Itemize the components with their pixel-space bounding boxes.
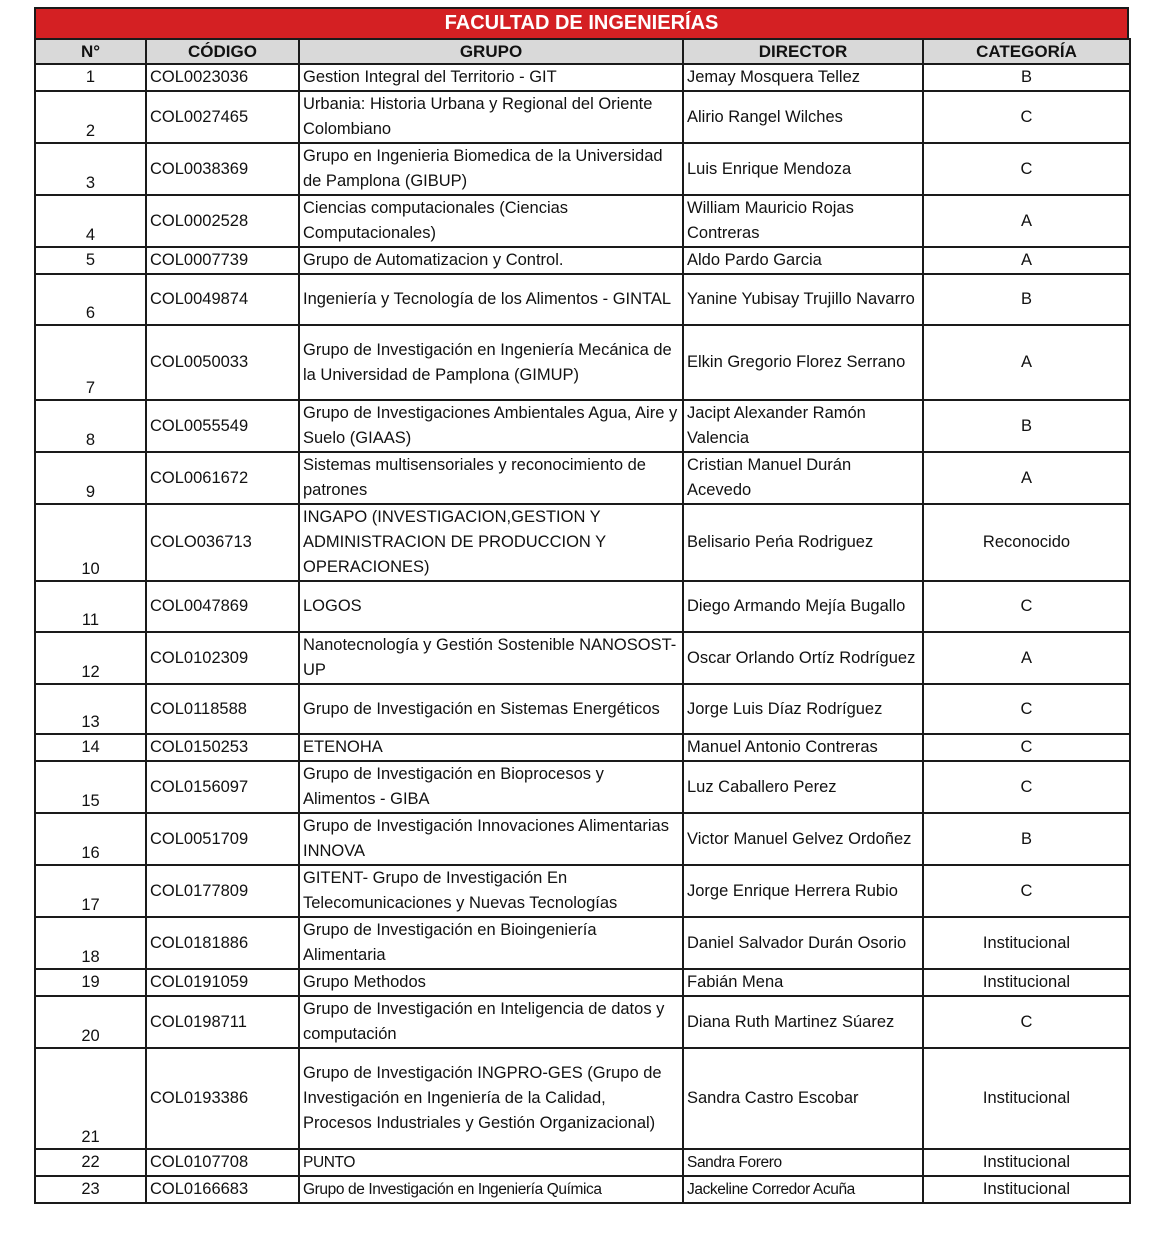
- cell-categoria: B: [923, 400, 1130, 452]
- cell-grupo: Nanotecnología y Gestión Sostenible NANOSOST-UP: [299, 632, 683, 684]
- cell-codigo: COL0038369: [146, 143, 299, 195]
- cell-codigo: COL0002528: [146, 195, 299, 247]
- cell-categoria: A: [923, 632, 1130, 684]
- cell-categoria: B: [923, 274, 1130, 325]
- cell-num: 12: [35, 632, 146, 684]
- table-row: [35, 969, 1130, 996]
- cell-director: Diana Ruth Martinez Súarez: [683, 996, 923, 1048]
- cell-codigo: COL0177809: [146, 865, 299, 917]
- table-row: [35, 400, 1130, 452]
- cell-categoria: Institucional: [923, 1176, 1130, 1203]
- cell-categoria: Institucional: [923, 917, 1130, 969]
- cell-codigo: COL0118588: [146, 684, 299, 734]
- cell-grupo: Grupo Methodos: [299, 969, 683, 996]
- header-row: [35, 39, 1130, 64]
- cell-num: 8: [35, 400, 146, 452]
- cell-codigo: COL0181886: [146, 917, 299, 969]
- cell-num: 13: [35, 684, 146, 734]
- cell-codigo: COL0049874: [146, 274, 299, 325]
- cell-categoria: B: [923, 64, 1130, 91]
- table-row: [35, 195, 1130, 247]
- cell-codigo: COL0193386: [146, 1048, 299, 1149]
- cell-categoria: Reconocido: [923, 504, 1130, 581]
- cell-categoria: C: [923, 581, 1130, 632]
- cell-num: 9: [35, 452, 146, 504]
- table-row: [35, 325, 1130, 400]
- cell-director: Jorge Luis Díaz Rodríguez: [683, 684, 923, 734]
- cell-categoria: Institucional: [923, 1048, 1130, 1149]
- table-row: [35, 1149, 1130, 1176]
- research-groups-table: [34, 38, 1131, 1204]
- cell-codigo: COL0051709: [146, 813, 299, 865]
- cell-codigo: COL0055549: [146, 400, 299, 452]
- cell-num: 14: [35, 734, 146, 761]
- cell-codigo: COL0007739: [146, 247, 299, 274]
- cell-num: 20: [35, 996, 146, 1048]
- cell-grupo: Grupo de Investigación en Ingeniería Mecánica de la Universidad de Pamplona (GIMUP): [299, 325, 683, 400]
- table-row: [35, 452, 1130, 504]
- cell-categoria: A: [923, 325, 1130, 400]
- cell-categoria: C: [923, 761, 1130, 813]
- cell-num: 18: [35, 917, 146, 969]
- cell-director: Elkin Gregorio Florez Serrano: [683, 325, 923, 400]
- cell-director: Victor Manuel Gelvez Ordoñez: [683, 813, 923, 865]
- cell-num: 22: [35, 1149, 146, 1176]
- faculty-title: FACULTAD DE INGENIERÍAS: [34, 7, 1129, 38]
- cell-grupo: Grupo de Investigación en Inteligencia de datos y computación: [299, 996, 683, 1048]
- cell-categoria: C: [923, 865, 1130, 917]
- cell-codigo: COL0107708: [146, 1149, 299, 1176]
- table-row: [35, 581, 1130, 632]
- cell-grupo: Grupo de Investigación Innovaciones Alimentarias INNOVA: [299, 813, 683, 865]
- cell-grupo: PUNTO: [299, 1149, 683, 1176]
- cell-codigo: COL0156097: [146, 761, 299, 813]
- table-row: [35, 632, 1130, 684]
- cell-director: Jemay Mosquera Tellez: [683, 64, 923, 91]
- cell-grupo: Urbania: Historia Urbana y Regional del Oriente Colombiano: [299, 91, 683, 143]
- cell-categoria: A: [923, 195, 1130, 247]
- cell-director: Alirio Rangel Wilches: [683, 91, 923, 143]
- cell-codigo: COL0027465: [146, 91, 299, 143]
- cell-director: William Mauricio Rojas Contreras: [683, 195, 923, 247]
- cell-categoria: C: [923, 143, 1130, 195]
- table-row: [35, 684, 1130, 734]
- cell-categoria: Institucional: [923, 1149, 1130, 1176]
- cell-director: Oscar Orlando Ortíz Rodríguez: [683, 632, 923, 684]
- cell-num: 21: [35, 1048, 146, 1149]
- cell-director: Sandra Forero: [683, 1149, 923, 1176]
- cell-num: 16: [35, 813, 146, 865]
- table-row: [35, 64, 1130, 91]
- cell-grupo: Grupo de Investigación en Bioingeniería Alimentaria: [299, 917, 683, 969]
- cell-num: 2: [35, 91, 146, 143]
- cell-grupo: Grupo de Investigaciones Ambientales Agua, Aire y Suelo (GIAAS): [299, 400, 683, 452]
- cell-num: 4: [35, 195, 146, 247]
- table-row: [35, 247, 1130, 274]
- cell-director: Luis Enrique Mendoza: [683, 143, 923, 195]
- cell-codigo: COL0166683: [146, 1176, 299, 1203]
- cell-num: 11: [35, 581, 146, 632]
- cell-grupo: GITENT- Grupo de Investigación En Telecomunicaciones y Nuevas Tecnologías: [299, 865, 683, 917]
- cell-categoria: A: [923, 247, 1130, 274]
- table-row: [35, 996, 1130, 1048]
- cell-director: Belisario Peńa Rodriguez: [683, 504, 923, 581]
- cell-categoria: Institucional: [923, 969, 1130, 996]
- cell-grupo: INGAPO (INVESTIGACION,GESTION Y ADMINISTRACION DE PRODUCCION Y OPERACIONES): [299, 504, 683, 581]
- cell-categoria: C: [923, 734, 1130, 761]
- cell-categoria: A: [923, 452, 1130, 504]
- cell-grupo: Grupo de Automatizacion y Control.: [299, 247, 683, 274]
- cell-director: Sandra Castro Escobar: [683, 1048, 923, 1149]
- cell-num: 15: [35, 761, 146, 813]
- table-row: [35, 1176, 1130, 1203]
- cell-director: Luz Caballero Perez: [683, 761, 923, 813]
- cell-director: Daniel Salvador Durán Osorio: [683, 917, 923, 969]
- cell-codigo: COLO036713: [146, 504, 299, 581]
- cell-categoria: C: [923, 91, 1130, 143]
- cell-codigo: COL0050033: [146, 325, 299, 400]
- cell-grupo: Grupo de Investigación en Ingeniería Química: [299, 1176, 683, 1203]
- header-categoria: CATEGORÍA: [923, 39, 1130, 64]
- cell-director: Fabián Mena: [683, 969, 923, 996]
- groups-sheet: [34, 7, 1129, 1204]
- cell-director: Jackeline Corredor Acuña: [683, 1176, 923, 1203]
- cell-codigo: COL0150253: [146, 734, 299, 761]
- header-director: DIRECTOR: [683, 39, 923, 64]
- header-num: N°: [35, 39, 146, 64]
- table-row: [35, 91, 1130, 143]
- table-row: [35, 143, 1130, 195]
- cell-director: Aldo Pardo Garcia: [683, 247, 923, 274]
- cell-codigo: COL0061672: [146, 452, 299, 504]
- cell-codigo: COL0102309: [146, 632, 299, 684]
- cell-director: Manuel Antonio Contreras: [683, 734, 923, 761]
- cell-grupo: Sistemas multisensoriales y reconocimiento de patrones: [299, 452, 683, 504]
- cell-director: Cristian Manuel Durán Acevedo: [683, 452, 923, 504]
- cell-grupo: LOGOS: [299, 581, 683, 632]
- cell-codigo: COL0198711: [146, 996, 299, 1048]
- cell-director: Jacipt Alexander Ramón Valencia: [683, 400, 923, 452]
- cell-grupo: Ciencias computacionales (Ciencias Computacionales): [299, 195, 683, 247]
- cell-num: 19: [35, 969, 146, 996]
- cell-director: Diego Armando Mejía Bugallo: [683, 581, 923, 632]
- cell-grupo: Grupo de Investigación INGPRO-GES (Grupo de Investigación en Ingeniería de la Calidad, Procesos Industriales y Gestión Organizacional): [299, 1048, 683, 1149]
- cell-grupo: ETENOHA: [299, 734, 683, 761]
- table-row: [35, 917, 1130, 969]
- table-row: [35, 813, 1130, 865]
- cell-grupo: Ingeniería y Tecnología de los Alimentos - GINTAL: [299, 274, 683, 325]
- cell-num: 17: [35, 865, 146, 917]
- table-row: [35, 761, 1130, 813]
- header-grupo: GRUPO: [299, 39, 683, 64]
- table-row: [35, 734, 1130, 761]
- cell-categoria: C: [923, 684, 1130, 734]
- header-codigo: CÓDIGO: [146, 39, 299, 64]
- cell-num: 7: [35, 325, 146, 400]
- cell-num: 10: [35, 504, 146, 581]
- cell-director: Yanine Yubisay Trujillo Navarro: [683, 274, 923, 325]
- cell-categoria: B: [923, 813, 1130, 865]
- cell-num: 23: [35, 1176, 146, 1203]
- cell-codigo: COL0191059: [146, 969, 299, 996]
- table-row: [35, 274, 1130, 325]
- cell-categoria: C: [923, 996, 1130, 1048]
- table-row: [35, 504, 1130, 581]
- cell-codigo: COL0023036: [146, 64, 299, 91]
- cell-num: 6: [35, 274, 146, 325]
- cell-num: 3: [35, 143, 146, 195]
- cell-num: 5: [35, 247, 146, 274]
- cell-num: 1: [35, 64, 146, 91]
- cell-grupo: Grupo de Investigación en Bioprocesos y Alimentos - GIBA: [299, 761, 683, 813]
- cell-codigo: COL0047869: [146, 581, 299, 632]
- cell-grupo: Gestion Integral del Territorio - GIT: [299, 64, 683, 91]
- cell-grupo: Grupo en Ingenieria Biomedica de la Universidad de Pamplona (GIBUP): [299, 143, 683, 195]
- table-row: [35, 1048, 1130, 1149]
- cell-grupo: Grupo de Investigación en Sistemas Energéticos: [299, 684, 683, 734]
- table-row: [35, 865, 1130, 917]
- cell-director: Jorge Enrique Herrera Rubio: [683, 865, 923, 917]
